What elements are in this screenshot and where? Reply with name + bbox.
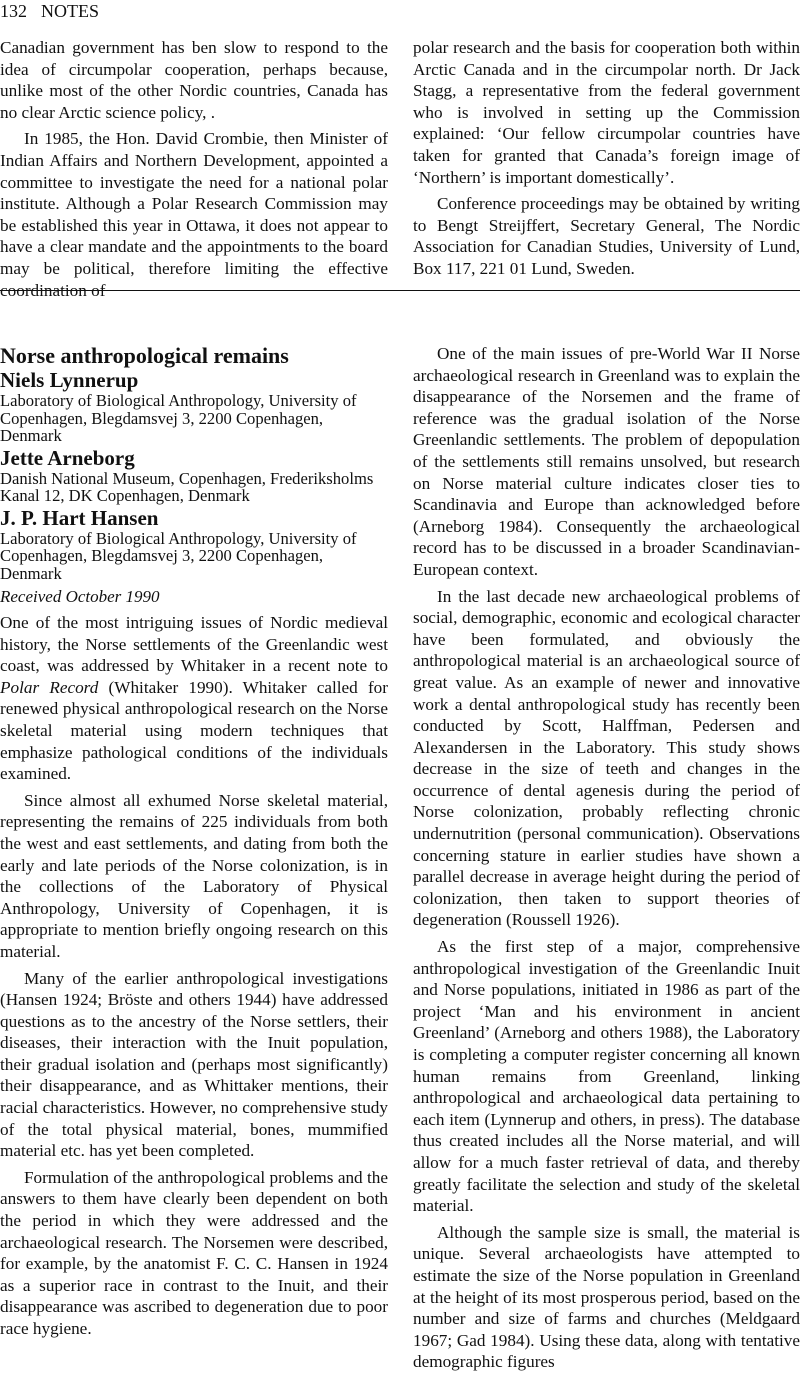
author-name: Niels Lynnerup	[0, 368, 139, 392]
intro-text: (Whitaker 1990). Whitaker called for renewed physical anthropological research on the Norse skeletal material using modern techniques that emphasize pathological conditions of the individuals examined.	[0, 677, 388, 784]
author-affiliation: Danish National Museum, Copenhagen, Frederiksholms Kanal 12, DK Copenhagen, Denmark	[0, 468, 374, 505]
paragraph: In the last decade new archaeological problems of social, demographic, economic and ecological character have been formulated, and obviously the anthropological material is an archaeological source of great value. As an example of newer and innovative work a dental anthropological study has recently been conducted by Scott, Halffman, Pedersen and Alexandersen in the Laboratory. This study shows decrease in the size of teeth and changes in the occurrence of dental agenesis during the period of Norse colonization, probably reflecting chronic undernutrition (personal communication). Observations concerning stature in earlier studies have shown a parallel decrease in average height during the period of colonization, then taken to support theories of degeneration (Roussell 1926).	[413, 586, 800, 930]
author-affiliation: Laboratory of Biological Anthropology, University of Copenhagen, Blegdamsvej 3, 2200 Copenhagen, Denmark	[0, 391, 357, 445]
article-right-column	[413, 343, 800, 1378]
author-name: Jette Arneborg	[0, 445, 135, 470]
author-name: J. P. Hart Hansen	[0, 505, 159, 530]
page-number: 132	[0, 1, 27, 21]
article-title: Norse anthropological remains	[0, 343, 289, 368]
paragraph: As the first step of a major, comprehensive anthropological investigation of the Greenlandic Inuit and Norse populations, initiated in 1986 as part of the project ‘Man and his environment in ancient Greenland’ (Arneborg and others 1988), the Laboratory is completing a computer register concerning all known human remains from Greenland, linking anthropological and archaeological data pertaining to each item (Lynnerup and others, in press). The database thus created includes all the Norse material, and will allow for a much faster retrieval of data, and thereby greatly facilitate the selection and study of the skeletal material.	[413, 937, 800, 1216]
paragraph: Although the sample size is small, the material is unique. Several archaeologists have attempted to estimate the size of the Norse population in Greenland at the height of its most prosperous period, based on the number and size of farms and churches (Meldgaard 1967; Gad 1984). Using these data, along with tentative demographic figures	[413, 1222, 800, 1372]
paragraph: One of the main issues of pre-World War II Norse archaeological research in Greenland was to explain the disappearance of the Norsemen and the frame of reference was the gradual isolation of the Norse Greenlandic settlements. The problem of depopulation of the settlements still remains unsolved, but research on Norse material culture indicates closer ties to Scandinavia and Europe than acknowledged before (Arneborg 1984). Consequently the archaeological record has to be discussed in a broader Scandinavian-European context.	[413, 344, 800, 579]
intro-paragraph	[0, 612, 388, 785]
paragraph: polar research and the basis for cooperation both within Arctic Canada and in the circumpolar north. Dr Jack Stagg, a representative from the federal government who is involved in setting up the Commission explained: ‘Our fellow circumpolar countries have taken for granted that Canada’s foreign image of ‘Northern’ is important domestically’.	[413, 38, 800, 187]
intro-text: One of the most intriguing issues of Nordic medieval history, the Norse settlements of the Greenlandic west coast, was addressed by Whitaker in a recent note to	[0, 613, 388, 676]
section-title: NOTES	[41, 1, 99, 21]
paragraph: In 1985, the Hon. David Crombie, then Minister of Indian Affairs and Northern Development, appointed a committee to investigate the need for a national polar institute. Although a Polar Research Commission may be established this year in Ottawa, it does not appear to have a clear mandate and the appointments to the board may be political, therefore limiting the effective coordination of	[0, 129, 388, 300]
author-affiliation: Laboratory of Biological Anthropology, University of Copenhagen, Blegdamsvej 3, 2200 Copenhagen, Denmark	[0, 528, 357, 583]
top-left-column	[0, 37, 388, 306]
running-header	[0, 0, 99, 22]
top-right-column	[413, 37, 800, 285]
section-divider	[0, 290, 800, 291]
paragraph: Many of the earlier anthropological investigations (Hansen 1924; Bröste and others 1944) have addressed questions as to the ancestry of the Norse settlers, their diseases, their interaction with the Inuit population, their gradual isolation and (perhaps most significantly) their disappearance, and as Whittaker mentions, their racial characteristics. However, no comprehensive study of the total physical material, bones, mummified material etc. has yet been completed.	[0, 968, 388, 1161]
received-date: Received October 1990	[0, 587, 160, 606]
paragraph: Since almost all exhumed Norse skeletal material, representing the remains of 225 individuals from both the west and east settlements, and dating from both the early and late periods of the Norse colonization, is in the collections of the Laboratory of Physical Anthropology, University of Copenhagen, it is appropriate to mention briefly ongoing research on this material.	[0, 790, 388, 961]
journal-name: Polar Record	[0, 677, 99, 697]
paragraph: Canadian government has ben slow to respond to the idea of circumpolar cooperation, perhaps because, unlike most of the other Nordic countries, Canada has no clear Arctic science policy, .	[0, 38, 388, 122]
paragraph: Formulation of the anthropological problems and the answers to them have clearly been dependent on both the period in which they were addressed and the archaeological research. The Norsemen were described, for example, by the anatomist F. C. C. Hansen in 1924 as a superior race in contrast to the Inuit, and their disappearance was ascribed to degeneration due to poor race hygiene.	[0, 1167, 388, 1338]
article-left-column	[0, 343, 388, 1345]
paragraph: Conference proceedings may be obtained by writing to Bengt Streijffert, Secretary General, The Nordic Association for Canadian Studies, University of Lund, Box 117, 221 01 Lund, Sweden.	[413, 194, 800, 278]
